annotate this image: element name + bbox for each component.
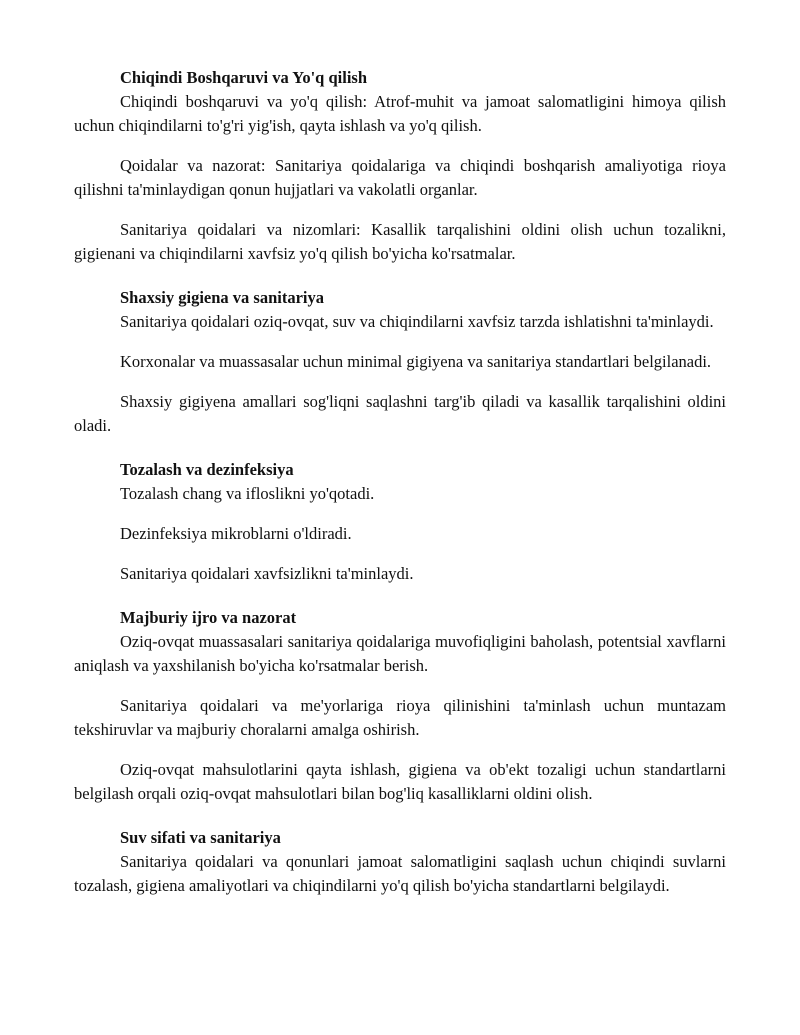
section-heading: Majburiy ijro va nazorat <box>120 608 297 627</box>
section-water-quality <box>74 826 726 898</box>
paragraph: Sanitariya qoidalari va nizomlari: Kasallik tarqalishini oldini olish uchun tozalikni, gigienani va chiqindilarni xavfsiz yo'q qilish bo'yicha ko'rsatmalar. <box>74 220 726 263</box>
section-heading: Suv sifati va sanitariya <box>120 828 281 847</box>
paragraph: Sanitariya qoidalari oziq-ovqat, suv va chiqindilarni xavfsiz tarzda ishlatishni ta'minlaydi. <box>120 312 714 331</box>
paragraph: Chiqindi boshqaruvi va yo'q qilish: Atrof-muhit va jamoat salomatligini himoya qilish uchun chiqindilarni to'g'ri yig'ish, qayta ishlash va yo'q qilish. <box>74 92 726 135</box>
paragraph: Tozalash chang va ifloslikni yo'qotadi. <box>120 484 375 503</box>
section-heading: Chiqindi Boshqaruvi va Yo'q qilish <box>120 68 368 87</box>
paragraph: Sanitariya qoidalari xavfsizlikni ta'minlaydi. <box>120 564 414 583</box>
section-enforcement <box>74 606 726 806</box>
paragraph: Oziq-ovqat muassasalari sanitariya qoidalariga muvofiqligini baholash, potentsial xavflarni aniqlash va yaxshilanish bo'yicha ko'rsatmalar berish. <box>74 632 726 675</box>
paragraph: Shaxsiy gigiyena amallari sog'liqni saqlashni targ'ib qiladi va kasallik tarqalishini oldini oladi. <box>74 392 726 435</box>
paragraph: Korxonalar va muassasalar uchun minimal gigiyena va sanitariya standartlari belgilanadi. <box>120 352 712 371</box>
section-personal-hygiene <box>74 286 726 438</box>
section-heading: Shaxsiy gigiena va sanitariya <box>120 288 324 307</box>
section-cleaning-disinfection <box>74 458 726 586</box>
paragraph: Qoidalar va nazorat: Sanitariya qoidalariga va chiqindi boshqarish amaliyotiga rioya qilishni ta'minlaydigan qonun hujjatlari va vakolatli organlar. <box>74 156 726 199</box>
section-waste-management <box>74 66 726 266</box>
document-page <box>74 66 726 898</box>
paragraph: Dezinfeksiya mikroblarni o'ldiradi. <box>120 524 352 543</box>
paragraph: Oziq-ovqat mahsulotlarini qayta ishlash, gigiena va ob'ekt tozaligi uchun standartlarni belgilash orqali oziq-ovqat mahsulotlari bilan bog'liq kasalliklarni oldini olish. <box>74 760 726 803</box>
paragraph: Sanitariya qoidalari va qonunlari jamoat salomatligini saqlash uchun chiqindi suvlarni tozalash, gigiena amaliyotlari va chiqindilarni yo'q qilish bo'yicha standartlarni belgilaydi. <box>74 852 726 895</box>
section-heading: Tozalash va dezinfeksiya <box>120 460 294 479</box>
paragraph: Sanitariya qoidalari va me'yorlariga rioya qilinishini ta'minlash uchun muntazam tekshiruvlar va majburiy choralarni amalga oshirish. <box>74 696 726 739</box>
